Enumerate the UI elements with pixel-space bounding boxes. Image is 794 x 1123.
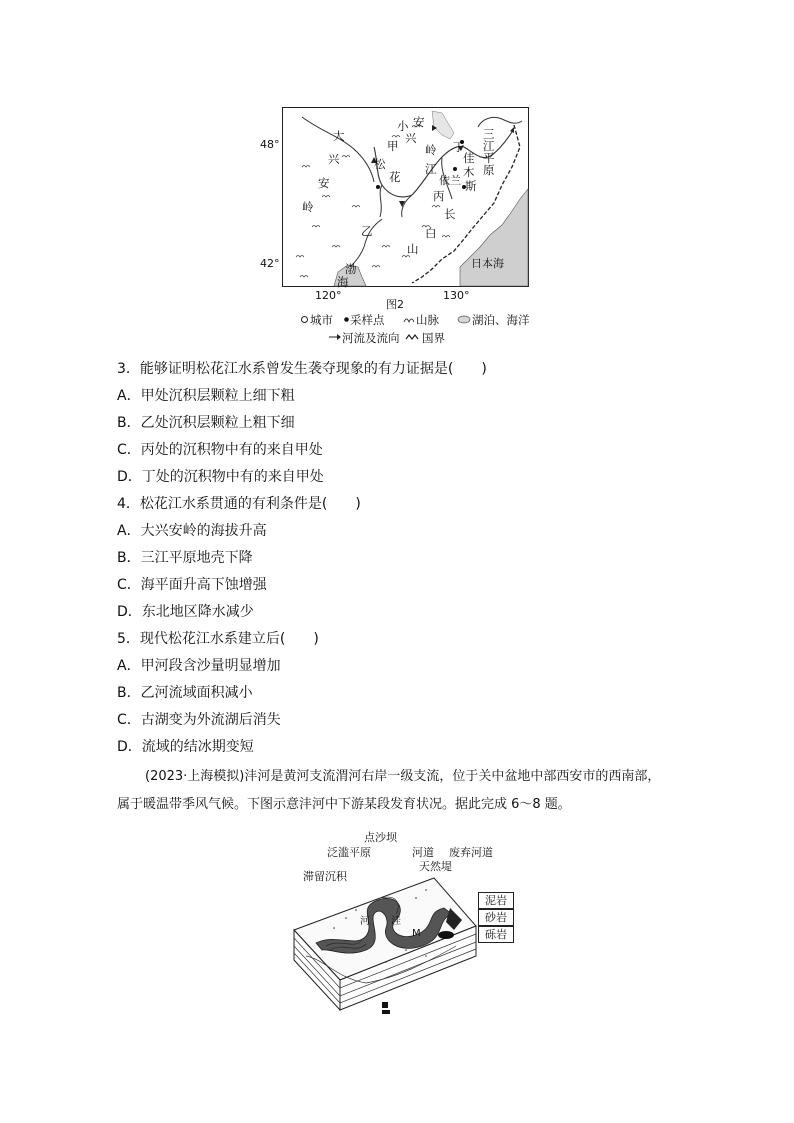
legend-river: 河流及流向 — [342, 331, 400, 345]
option-d: D．丁处的沉积物中有的来自甲处 — [117, 469, 324, 485]
map-caption: 图2 — [386, 298, 404, 311]
legend-sample: 采样点 — [350, 313, 385, 327]
rock-sandstone: 砂岩 — [478, 909, 514, 926]
map-label-jia: 甲 — [387, 139, 399, 153]
border-icon — [405, 333, 421, 341]
option-c: C．丙处的沉积物中有的来自甲处 — [117, 442, 323, 458]
map-label-japan-sea: 日本海 — [471, 257, 504, 270]
map-label-mu: 木 — [463, 165, 475, 179]
lon-130-label: 130° — [443, 289, 470, 302]
label-abandoned-channel: 废弃河道 — [449, 846, 493, 859]
map-label-yilan: 依兰 — [439, 174, 461, 187]
lake-icon — [457, 315, 471, 324]
option-c: C．古湖变为外流湖后消失 — [117, 712, 281, 728]
map-label-jia2: 佳 — [463, 151, 475, 165]
map-label-hua: 花 — [389, 170, 401, 184]
question-stem: 5．现代松花江水系建立后( ) — [117, 631, 319, 647]
map-label-jiang: 江 — [425, 162, 437, 176]
map-label-hai: 海 — [337, 275, 349, 289]
city-icon — [300, 315, 309, 324]
legend-border: 国界 — [422, 331, 445, 345]
label-m: M — [412, 928, 421, 939]
lat-42-label: 42° — [260, 257, 280, 270]
map-label-bai: 白 — [425, 226, 437, 240]
label-lag-deposit: 滞留沉积 — [303, 870, 347, 883]
map-label-xing2: 兴 — [405, 131, 417, 145]
mountain-icon — [403, 315, 415, 323]
passage-line-1: (2023·上海模拟)沣河是黄河支流渭河右岸一级支流，位于关中盆地中部西安市的西南部， — [145, 769, 661, 784]
map-label-bing: 丙 — [433, 189, 445, 203]
label-point-bar: 点沙坝 — [364, 831, 397, 844]
map-label-xiao: 小 — [397, 119, 409, 133]
map-label-xing: 兴 — [328, 152, 340, 166]
map-label-an: 安 — [318, 176, 330, 190]
label-floodplain: 泛滥平原 — [327, 846, 371, 859]
legend-mountain: 山脉 — [416, 313, 439, 327]
question-stem: 3．能够证明松花江水系曾发生袭夺现象的有力证据是( ) — [117, 361, 487, 377]
option-d: D．东北地区降水减少 — [117, 604, 254, 620]
map-label-an2: 安 — [413, 115, 425, 129]
question-stem: 4．松花江水系贯通的有利条件是( ) — [117, 496, 361, 512]
option-a: A．甲处沉积层颗粒上细下粗 — [117, 388, 295, 404]
sample-point-icon — [343, 316, 350, 323]
river-arrow-icon — [328, 333, 342, 341]
map-label-da: 大 — [333, 129, 345, 143]
lat-48-label: 48° — [260, 138, 280, 151]
option-b: B．乙处沉积层颗粒上粗下细 — [117, 415, 295, 431]
map-label-si: 斯 — [465, 179, 477, 193]
lon-120-label: 120° — [315, 289, 342, 302]
map-label-chang: 长 — [444, 207, 456, 221]
map-label-ling2: 岭 — [425, 143, 437, 157]
map-label-shan: 山 — [407, 242, 419, 256]
label-channel: 河道 — [412, 846, 434, 859]
option-b: B．乙河流域面积减小 — [117, 685, 253, 701]
map-label-yi: 乙 — [361, 224, 373, 238]
map-label-sanjiang: 三江平原 — [483, 127, 495, 177]
option-d: D．流域的结冰期变短 — [117, 739, 254, 755]
passage-line-2: 属于暖温带季风气候。下图示意沣河中下游某段发育状况。据此完成 6～8 题。 — [117, 797, 571, 812]
option-b: B．三江平原地壳下降 — [117, 550, 253, 566]
map-label-bo: 渤 — [345, 262, 357, 276]
label-natural-levee: 天然堤 — [419, 860, 452, 873]
map-label-song: 松 — [374, 157, 386, 171]
legend-city: 城市 — [310, 313, 333, 327]
block-diagram-drawing — [286, 838, 482, 1018]
rock-conglomerate: 砾岩 — [478, 926, 514, 943]
label-he: 河 — [360, 916, 370, 927]
option-a: A．大兴安岭的海拔升高 — [117, 523, 267, 539]
legend-lake: 湖泊、海洋 — [472, 313, 530, 327]
rock-mudstone: 泥岩 — [478, 892, 514, 909]
option-c: C．海平面升高下蚀增强 — [117, 577, 267, 593]
option-a: A．甲河段含沙量明显增加 — [117, 658, 281, 674]
map-label-ding: 丁 — [453, 140, 465, 154]
map-label-ling: 岭 — [302, 200, 314, 214]
label-wa: 洼 — [391, 916, 401, 927]
